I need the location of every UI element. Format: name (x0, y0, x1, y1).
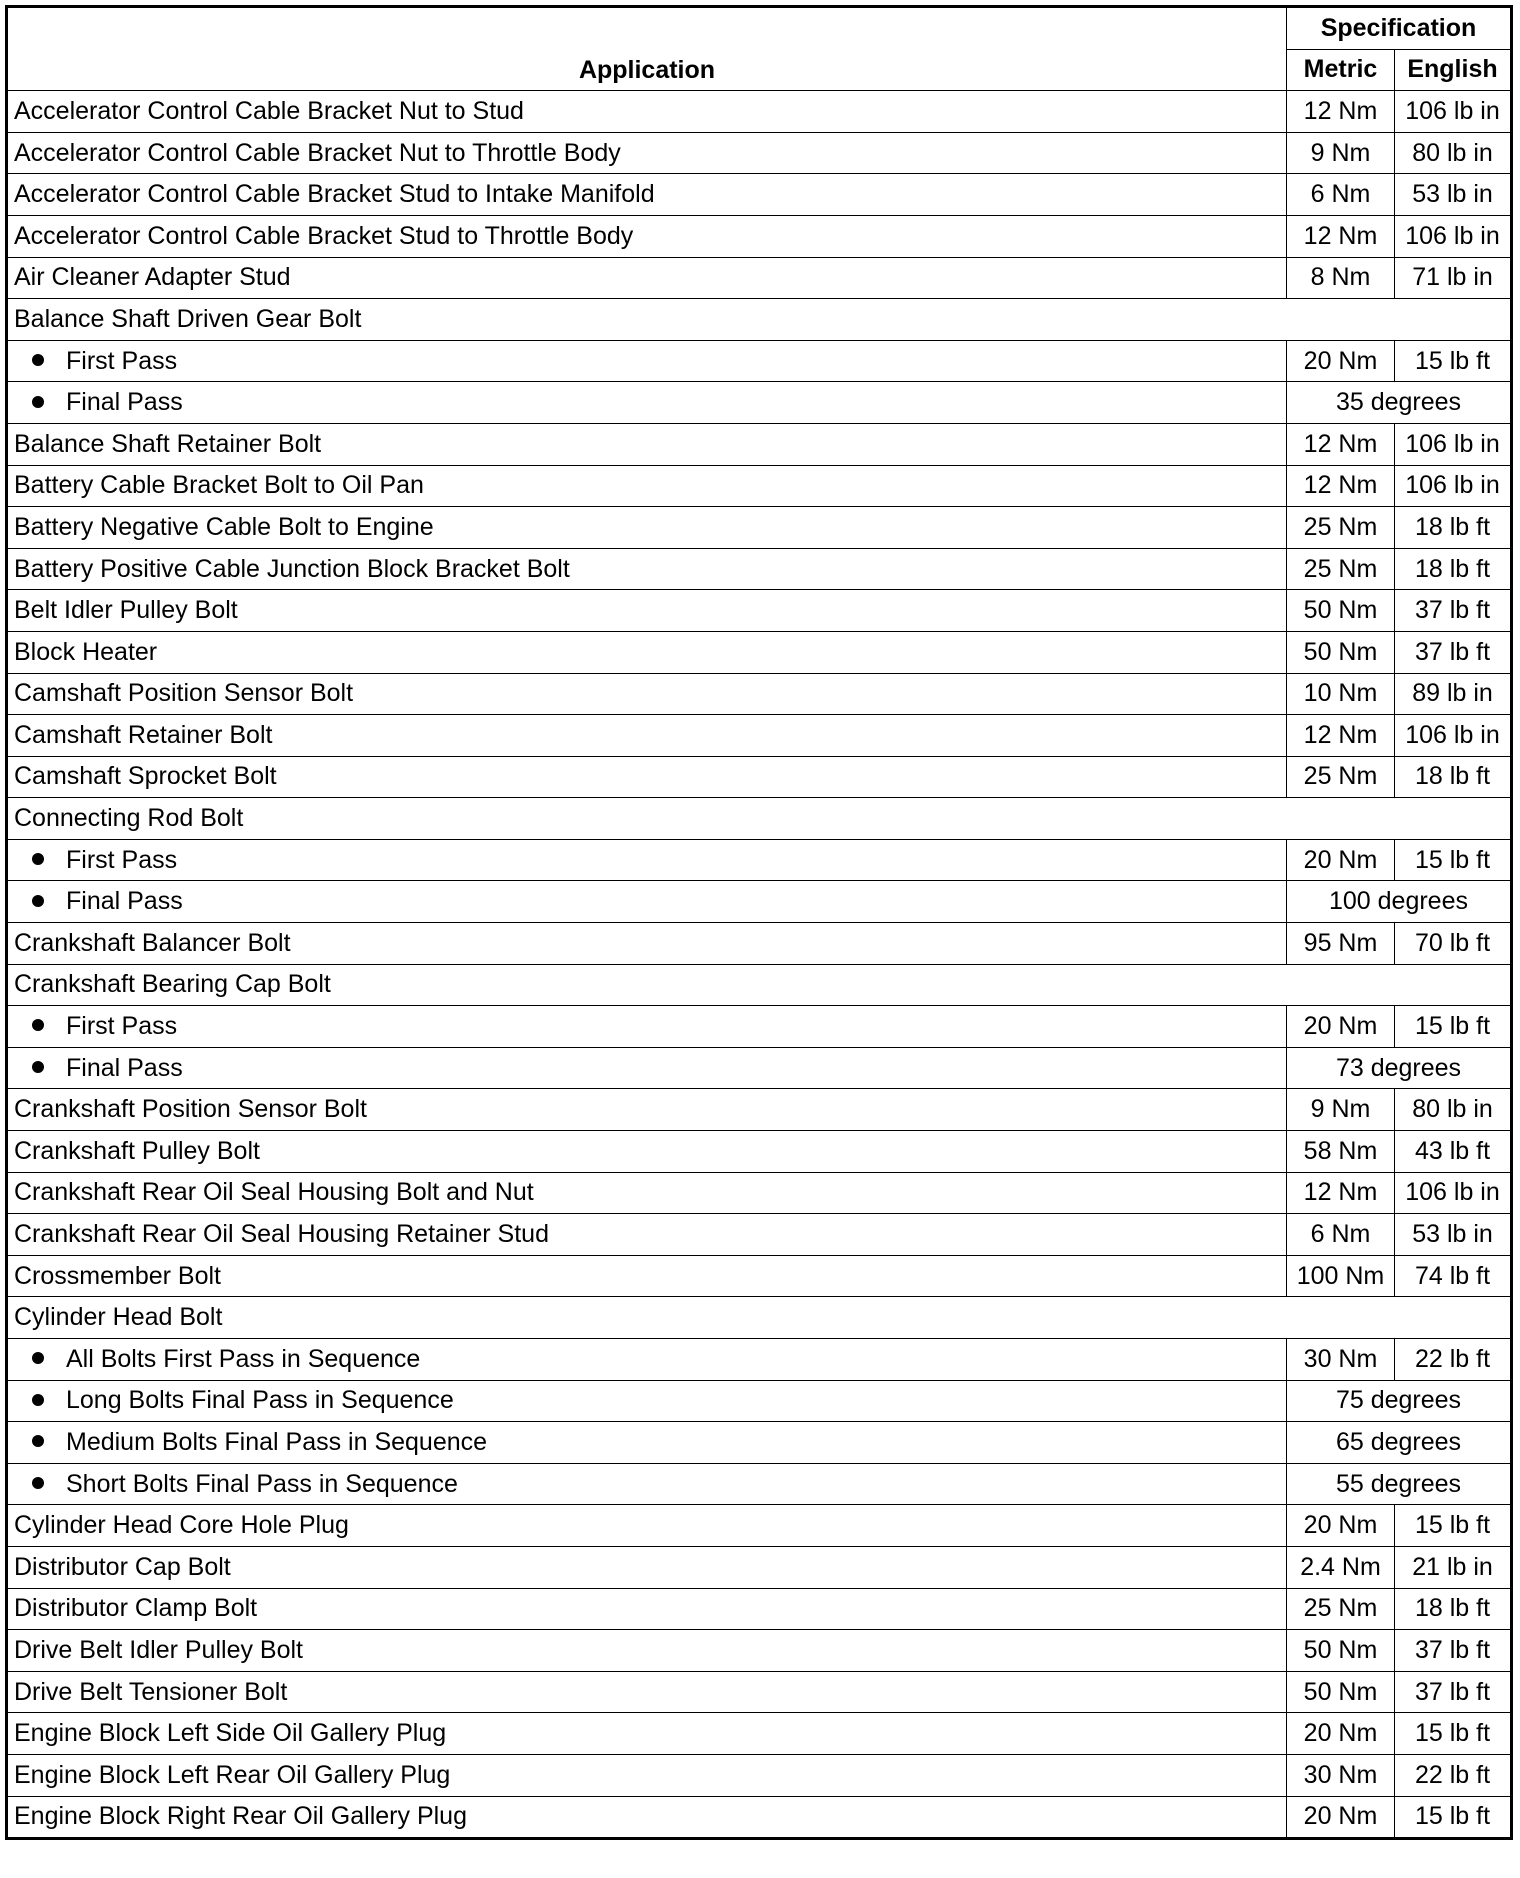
metric-cell: 12 Nm (1287, 1172, 1395, 1214)
application-label: Engine Block Left Side Oil Gallery Plug (14, 1719, 447, 1748)
table-row (7, 839, 1512, 881)
bullet-icon (32, 1352, 44, 1364)
application-cell (7, 340, 1287, 382)
application-cell (7, 257, 1287, 299)
application-label: Cylinder Head Bolt (14, 1303, 223, 1332)
application-cell (7, 1505, 1287, 1547)
english-cell: 18 lb ft (1395, 507, 1512, 549)
application-cell (7, 423, 1287, 465)
table-header (7, 7, 1512, 91)
application-cell (7, 215, 1287, 257)
application-label: Cylinder Head Core Hole Plug (14, 1511, 349, 1540)
metric-cell: 6 Nm (1287, 1214, 1395, 1256)
application-cell (7, 715, 1287, 757)
application-label: Belt Idler Pulley Bolt (14, 596, 238, 625)
metric-cell: 50 Nm (1287, 1671, 1395, 1713)
application-label: Distributor Cap Bolt (14, 1552, 231, 1581)
table-group-row (7, 1297, 1512, 1339)
application-label: Engine Block Left Rear Oil Gallery Plug (14, 1760, 451, 1789)
metric-cell: 20 Nm (1287, 1713, 1395, 1755)
english-cell: 43 lb ft (1395, 1131, 1512, 1173)
english-cell: 80 lb in (1395, 1089, 1512, 1131)
metric-cell: 25 Nm (1287, 507, 1395, 549)
application-cell (7, 174, 1287, 216)
metric-cell: 20 Nm (1287, 1006, 1395, 1048)
application-cell (7, 1089, 1287, 1131)
angle-spec-cell: 75 degrees (1287, 1380, 1512, 1422)
english-cell: 15 lb ft (1395, 1505, 1512, 1547)
bullet-icon (32, 895, 44, 907)
application-cell (7, 1339, 1287, 1381)
application-cell (7, 1255, 1287, 1297)
table-row (7, 1754, 1512, 1796)
english-cell: 80 lb in (1395, 132, 1512, 174)
application-label: Long Bolts Final Pass in Sequence (66, 1386, 454, 1415)
table-body (7, 91, 1512, 1839)
english-cell: 89 lb in (1395, 673, 1512, 715)
metric-cell: 58 Nm (1287, 1131, 1395, 1173)
application-label: Short Bolts Final Pass in Sequence (66, 1469, 458, 1498)
metric-cell: 20 Nm (1287, 839, 1395, 881)
application-label: Crankshaft Bearing Cap Bolt (14, 970, 331, 999)
table-row (7, 1546, 1512, 1588)
application-label: Camshaft Retainer Bolt (14, 720, 273, 749)
application-cell (7, 1546, 1287, 1588)
metric-cell: 20 Nm (1287, 340, 1395, 382)
application-cell (7, 1796, 1287, 1839)
table-row (7, 215, 1512, 257)
metric-cell: 12 Nm (1287, 215, 1395, 257)
english-cell: 37 lb ft (1395, 590, 1512, 632)
metric-cell: 9 Nm (1287, 132, 1395, 174)
application-label: Accelerator Control Cable Bracket Nut to Stud (14, 96, 524, 125)
application-column-header: Application (7, 7, 1287, 91)
application-cell (7, 1380, 1287, 1422)
torque-spec-table (5, 5, 1513, 1840)
application-cell (7, 91, 1287, 133)
metric-cell: 2.4 Nm (1287, 1546, 1395, 1588)
table-row (7, 548, 1512, 590)
application-cell (7, 299, 1512, 341)
application-label: Camshaft Sprocket Bolt (14, 762, 277, 791)
application-cell (7, 881, 1287, 923)
application-label: Drive Belt Idler Pulley Bolt (14, 1635, 304, 1664)
metric-cell: 100 Nm (1287, 1255, 1395, 1297)
metric-cell: 30 Nm (1287, 1754, 1395, 1796)
header-row-top (7, 7, 1512, 50)
english-cell: 71 lb in (1395, 257, 1512, 299)
table-row (7, 923, 1512, 965)
english-cell: 106 lb in (1395, 715, 1512, 757)
metric-cell: 20 Nm (1287, 1505, 1395, 1547)
english-cell: 37 lb ft (1395, 1630, 1512, 1672)
english-cell: 53 lb in (1395, 174, 1512, 216)
metric-cell: 50 Nm (1287, 1630, 1395, 1672)
english-cell: 70 lb ft (1395, 923, 1512, 965)
table-row (7, 1255, 1512, 1297)
bullet-icon (32, 1435, 44, 1447)
table-row (7, 257, 1512, 299)
metric-cell: 12 Nm (1287, 465, 1395, 507)
application-label: All Bolts First Pass in Sequence (66, 1344, 421, 1373)
bullet-icon (32, 1394, 44, 1406)
english-cell: 15 lb ft (1395, 839, 1512, 881)
application-label: First Pass (66, 845, 178, 874)
application-cell (7, 1754, 1287, 1796)
application-label: Accelerator Control Cable Bracket Nut to Throttle Body (14, 138, 621, 167)
angle-spec-cell: 100 degrees (1287, 881, 1512, 923)
application-cell (7, 1671, 1287, 1713)
metric-cell: 25 Nm (1287, 548, 1395, 590)
application-cell (7, 548, 1287, 590)
metric-cell: 12 Nm (1287, 91, 1395, 133)
english-cell: 18 lb ft (1395, 756, 1512, 798)
table-row (7, 590, 1512, 632)
english-cell: 37 lb ft (1395, 1671, 1512, 1713)
metric-cell: 20 Nm (1287, 1796, 1395, 1839)
metric-cell: 12 Nm (1287, 715, 1395, 757)
table-row (7, 174, 1512, 216)
table-row (7, 1172, 1512, 1214)
table-row (7, 1422, 1512, 1464)
angle-spec-cell: 35 degrees (1287, 382, 1512, 424)
table-row (7, 631, 1512, 673)
application-cell (7, 798, 1512, 840)
table-group-row (7, 798, 1512, 840)
application-label: Camshaft Position Sensor Bolt (14, 679, 354, 708)
metric-cell: 6 Nm (1287, 174, 1395, 216)
english-cell: 18 lb ft (1395, 548, 1512, 590)
table-row (7, 382, 1512, 424)
application-cell (7, 1214, 1287, 1256)
application-label: Final Pass (66, 388, 183, 417)
application-cell (7, 1006, 1287, 1048)
application-label: Crankshaft Pulley Bolt (14, 1136, 260, 1165)
application-cell (7, 1047, 1287, 1089)
application-label: Crankshaft Rear Oil Seal Housing Retainer Stud (14, 1220, 549, 1249)
table-row (7, 91, 1512, 133)
application-cell (7, 631, 1287, 673)
english-cell: 15 lb ft (1395, 340, 1512, 382)
application-label: Engine Block Right Rear Oil Gallery Plug (14, 1802, 467, 1831)
table-row (7, 1131, 1512, 1173)
english-cell: 15 lb ft (1395, 1796, 1512, 1839)
table-group-row (7, 299, 1512, 341)
english-cell: 15 lb ft (1395, 1006, 1512, 1048)
table-row (7, 1713, 1512, 1755)
table-row (7, 1796, 1512, 1839)
english-cell: 22 lb ft (1395, 1754, 1512, 1796)
application-label: Battery Positive Cable Junction Block Bracket Bolt (14, 554, 570, 583)
english-cell: 37 lb ft (1395, 631, 1512, 673)
application-label: Crossmember Bolt (14, 1261, 221, 1290)
application-cell (7, 839, 1287, 881)
english-cell: 22 lb ft (1395, 1339, 1512, 1381)
table-row (7, 465, 1512, 507)
application-cell (7, 1588, 1287, 1630)
application-cell (7, 923, 1287, 965)
table-group-row (7, 964, 1512, 1006)
application-label: Final Pass (66, 887, 183, 916)
application-label: First Pass (66, 1012, 178, 1041)
table-row (7, 423, 1512, 465)
english-cell: 21 lb in (1395, 1546, 1512, 1588)
application-label: Balance Shaft Retainer Bolt (14, 429, 322, 458)
application-cell (7, 964, 1512, 1006)
metric-cell: 50 Nm (1287, 631, 1395, 673)
application-cell (7, 1297, 1512, 1339)
application-label: Crankshaft Balancer Bolt (14, 928, 291, 957)
english-cell: 106 lb in (1395, 215, 1512, 257)
application-cell (7, 673, 1287, 715)
table-row (7, 715, 1512, 757)
metric-cell: 12 Nm (1287, 423, 1395, 465)
table-row (7, 1339, 1512, 1381)
metric-cell: 9 Nm (1287, 1089, 1395, 1131)
metric-cell: 95 Nm (1287, 923, 1395, 965)
bullet-icon (32, 1019, 44, 1031)
application-label: Final Pass (66, 1053, 183, 1082)
table-row (7, 1588, 1512, 1630)
table-row (7, 1214, 1512, 1256)
application-cell (7, 382, 1287, 424)
table-row (7, 756, 1512, 798)
specification-column-header: Specification (1287, 7, 1512, 50)
bullet-icon (32, 1061, 44, 1073)
angle-spec-cell: 73 degrees (1287, 1047, 1512, 1089)
metric-cell: 10 Nm (1287, 673, 1395, 715)
english-cell: 106 lb in (1395, 1172, 1512, 1214)
table-row (7, 1006, 1512, 1048)
application-label: Crankshaft Position Sensor Bolt (14, 1095, 367, 1124)
english-cell: 106 lb in (1395, 423, 1512, 465)
application-label: Balance Shaft Driven Gear Bolt (14, 304, 362, 333)
table-row (7, 340, 1512, 382)
application-label: Block Heater (14, 637, 158, 666)
application-label: Distributor Clamp Bolt (14, 1594, 258, 1623)
application-cell (7, 1630, 1287, 1672)
english-cell: 53 lb in (1395, 1214, 1512, 1256)
metric-cell: 30 Nm (1287, 1339, 1395, 1381)
table-row (7, 1630, 1512, 1672)
application-cell (7, 465, 1287, 507)
english-cell: 18 lb ft (1395, 1588, 1512, 1630)
application-cell (7, 590, 1287, 632)
bullet-icon (32, 396, 44, 408)
table-row (7, 507, 1512, 549)
bullet-icon (32, 1477, 44, 1489)
english-cell: 106 lb in (1395, 465, 1512, 507)
application-cell (7, 756, 1287, 798)
angle-spec-cell: 55 degrees (1287, 1463, 1512, 1505)
application-cell (7, 132, 1287, 174)
english-column-header: English (1395, 49, 1512, 91)
application-cell (7, 1713, 1287, 1755)
metric-cell: 8 Nm (1287, 257, 1395, 299)
metric-column-header: Metric (1287, 49, 1395, 91)
english-cell: 15 lb ft (1395, 1713, 1512, 1755)
table-row (7, 1505, 1512, 1547)
application-cell (7, 1131, 1287, 1173)
application-cell (7, 1422, 1287, 1464)
table-row (7, 1671, 1512, 1713)
application-label: Accelerator Control Cable Bracket Stud to Throttle Body (14, 221, 634, 250)
application-label: Medium Bolts Final Pass in Sequence (66, 1427, 488, 1456)
angle-spec-cell: 65 degrees (1287, 1422, 1512, 1464)
bullet-icon (32, 853, 44, 865)
application-label: Air Cleaner Adapter Stud (14, 263, 291, 292)
application-cell (7, 1172, 1287, 1214)
application-label: Crankshaft Rear Oil Seal Housing Bolt and Nut (14, 1178, 534, 1207)
table-row (7, 1047, 1512, 1089)
bullet-icon (32, 354, 44, 366)
metric-cell: 25 Nm (1287, 756, 1395, 798)
table-row (7, 673, 1512, 715)
metric-cell: 25 Nm (1287, 1588, 1395, 1630)
english-cell: 74 lb ft (1395, 1255, 1512, 1297)
application-label: Battery Negative Cable Bolt to Engine (14, 512, 434, 541)
application-label: Battery Cable Bracket Bolt to Oil Pan (14, 471, 424, 500)
table-row (7, 1463, 1512, 1505)
table-row (7, 1089, 1512, 1131)
metric-cell: 50 Nm (1287, 590, 1395, 632)
table-row (7, 881, 1512, 923)
table-row (7, 1380, 1512, 1422)
application-label: Accelerator Control Cable Bracket Stud to Intake Manifold (14, 180, 655, 209)
english-cell: 106 lb in (1395, 91, 1512, 133)
table-row (7, 132, 1512, 174)
application-label: Connecting Rod Bolt (14, 804, 244, 833)
application-cell (7, 507, 1287, 549)
application-cell (7, 1463, 1287, 1505)
application-label: First Pass (66, 346, 178, 375)
application-label: Drive Belt Tensioner Bolt (14, 1677, 288, 1706)
